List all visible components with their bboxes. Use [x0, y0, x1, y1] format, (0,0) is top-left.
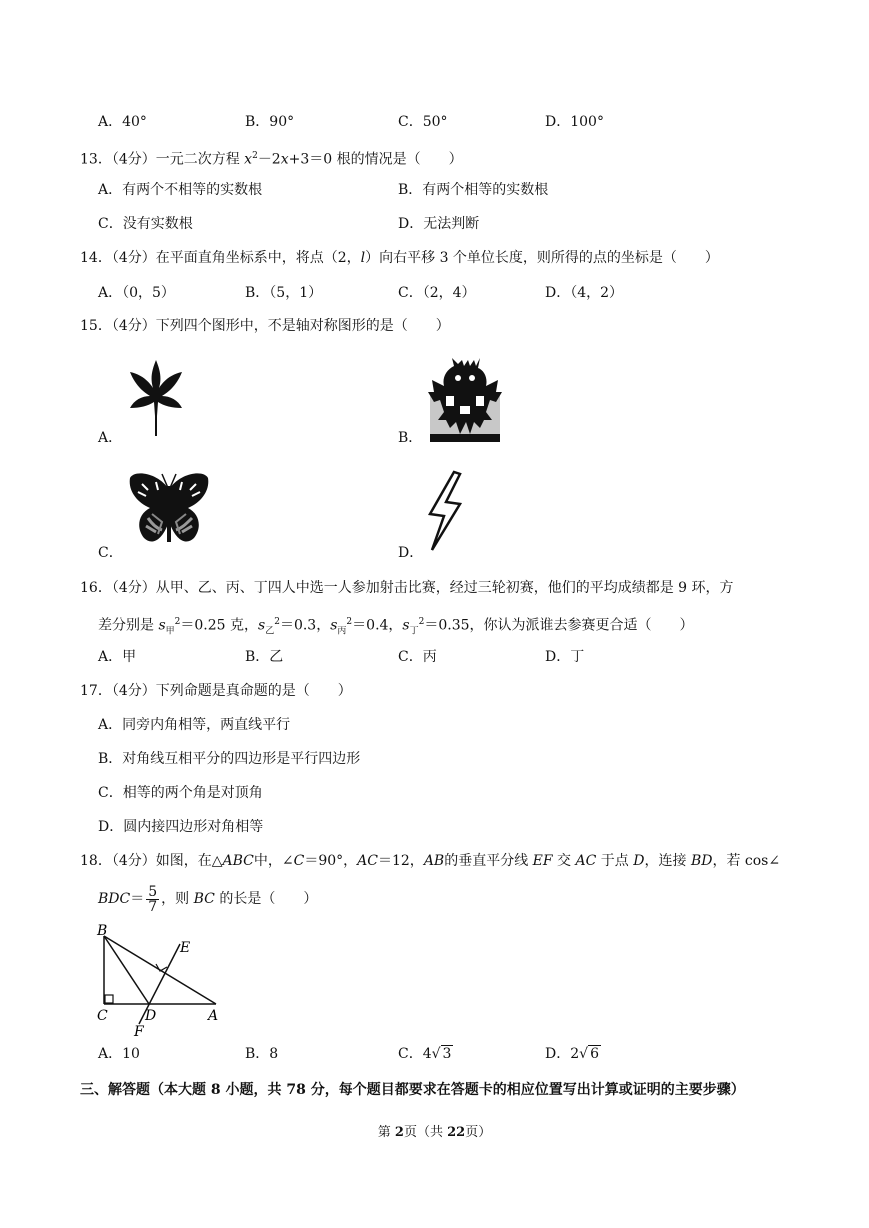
label-f: F: [134, 1024, 144, 1038]
q12-option-b: B．90°: [245, 114, 295, 130]
q13-option-d: D．无法判断: [398, 216, 480, 232]
label-d: D: [145, 1008, 157, 1024]
q15-stem: 15．（4分）下列四个图形中，不是轴对称图形的是（ ）: [80, 318, 450, 334]
q16-l2-prefix: 差分别是: [98, 617, 159, 634]
q16-stem-line2: [98, 612, 694, 641]
q13-suffix: +3＝0 根的情况是（ ）: [288, 151, 463, 168]
q18-option-b: B．8: [245, 1046, 279, 1062]
q16-option-d: D．丁: [545, 649, 585, 665]
q18-ac: AC: [357, 853, 378, 869]
q16-sub-yi: 乙: [265, 626, 275, 637]
q13-mid: －2: [257, 151, 281, 168]
q16-option-b: B．乙: [245, 649, 284, 665]
q18-c: C: [293, 853, 305, 869]
q18-denominator: 7: [148, 898, 158, 915]
q16-s-yi: s: [258, 617, 266, 634]
q14-option-d: D．（4，2）: [545, 285, 624, 301]
q18-stem-line2: [98, 882, 317, 916]
q14-suffix: ）向右平移 3 个单位长度，则所得的点的坐标是（ ）: [365, 250, 719, 266]
leaf-figure: [126, 356, 186, 440]
q18-opt-d-radicand: 6: [590, 1046, 599, 1062]
q14-option-c: C．（2，4）: [398, 285, 476, 301]
q17-stem: 17．（4分）下列命题是真命题的是（ ）: [80, 683, 352, 699]
q18-t6: 交: [552, 853, 576, 869]
q12-option-d: D．100°: [545, 114, 604, 130]
q13-option-a: A．有两个不相等的实数根: [98, 182, 263, 198]
label-b: B: [97, 923, 108, 939]
q18-ef: EF: [532, 853, 553, 869]
q17-option-d: D．圆内接四边形对角相等: [98, 819, 264, 835]
q14-prefix: 14．（4分）在平面直角坐标系中，将点（2，: [80, 250, 361, 266]
q18-bdc: BDC: [98, 891, 131, 907]
q18-option-d: [545, 1044, 601, 1064]
q14-option-a: A．（0，5）: [98, 285, 175, 301]
q18-t11: 的长是（ ）: [214, 891, 318, 907]
q18-t8: ，连接: [644, 853, 691, 869]
q16-s-jia: s: [158, 617, 166, 634]
q18-bd: BD: [690, 853, 713, 869]
q16-sup-ding: 2: [418, 617, 425, 627]
q17-option-c: C．相等的两个角是对顶角: [98, 785, 263, 801]
footer-page-number: 2: [394, 1125, 404, 1140]
label-a: A: [208, 1008, 219, 1024]
section-3-heading: 三、解答题（本大题 8 小题，共 78 分，每个题目都要求在答题卡的相应位置写出计算或证明的主要步骤）: [80, 1082, 745, 1098]
q16-sub-jia: 甲: [165, 626, 175, 637]
q18-ac2: AC: [575, 853, 597, 869]
q12-option-a: A．40°: [98, 114, 147, 130]
q18-ab: AB: [423, 853, 445, 869]
label-c: C: [97, 1008, 108, 1024]
q16-val-ding: ＝0.35，你认为派谁去参赛更合适（ ）: [424, 617, 694, 634]
q16-stem-line1: 16．（4分）从甲、乙、丙、丁四人中选一人参加射击比赛，经过三轮初赛，他们的平均成绩都是 9 环，方: [80, 580, 734, 596]
q18-option-a: A．10: [98, 1046, 140, 1062]
q15-option-b: B．: [398, 430, 423, 446]
q18-t1: 18．（4分）如图，在△: [80, 853, 223, 869]
q18-t4: ＝12，: [377, 853, 424, 869]
q13-option-b: B．有两个相等的实数根: [398, 182, 549, 198]
label-e: E: [180, 940, 191, 956]
q15-option-a: A．: [98, 430, 123, 446]
footer-post: 页）: [465, 1125, 492, 1140]
q16-val-jia: ＝0.25 克，: [180, 617, 259, 634]
q13-prefix: 13．（4分）一元二次方程: [80, 151, 245, 168]
page-footer: [0, 1121, 869, 1140]
q16-option-c: C．丙: [398, 649, 437, 665]
footer-total-pages: 22: [447, 1125, 466, 1140]
q13-var2: x: [280, 151, 289, 168]
q18-option-c: [398, 1044, 453, 1064]
q18-numerator: 5: [148, 883, 158, 900]
eagle-papercut-figure: [424, 356, 506, 444]
q16-val-bing: ＝0.4，: [352, 617, 403, 634]
q18-t10: ，则: [161, 891, 194, 907]
q18-t2: 中，∠: [253, 853, 294, 869]
q13-stem: [80, 146, 463, 170]
q18-opt-c-radicand: 3: [442, 1046, 452, 1062]
q15-option-d: D．: [398, 545, 424, 561]
triangle-figure: [94, 920, 230, 1038]
q16-sup-yi: 2: [274, 617, 280, 627]
q18-t5: 的垂直平分线: [444, 853, 533, 869]
footer-pre: 第: [377, 1125, 395, 1140]
q18-eq: ＝: [130, 891, 145, 907]
q18-fraction: [146, 885, 159, 914]
butterfly-figure: [126, 468, 212, 550]
lightning-figure: [424, 470, 468, 552]
footer-mid: 页（共: [403, 1125, 448, 1140]
q15-option-c: C．: [98, 545, 123, 561]
q18-t3: ＝90°，: [304, 853, 358, 869]
q16-option-a: A．甲: [98, 649, 137, 665]
q16-val-yi: ＝0.3，: [279, 617, 331, 634]
q18-opt-d-prefix: D．2: [545, 1046, 580, 1062]
q13-var: x: [244, 151, 253, 168]
q12-option-c: C．50°: [398, 114, 448, 130]
q17-option-b: B．对角线互相平分的四边形是平行四边形: [98, 751, 361, 767]
sqrt-sign: √ 3: [431, 1046, 452, 1062]
sqrt-sign: √ 6: [579, 1046, 599, 1062]
q16-s-bing: s: [330, 617, 338, 634]
q14-stem: [80, 248, 719, 268]
q14-italic: l: [360, 250, 366, 266]
q18-bc: BC: [193, 891, 215, 907]
q18-t9: ，若 cos∠: [712, 853, 781, 869]
q16-sup-bing: 2: [346, 617, 353, 627]
q16-sub-ding: 丁: [409, 626, 419, 637]
q18-t7: 于点: [596, 853, 634, 869]
q14-option-b: B．（5，1）: [245, 285, 323, 301]
q16-sub-bing: 丙: [337, 626, 347, 637]
q13-exp: 2: [252, 151, 258, 161]
q17-option-a: A．同旁内角相等，两直线平行: [98, 717, 291, 733]
q18-abc: ABC: [222, 853, 254, 869]
q18-opt-c-prefix: C．4: [398, 1046, 432, 1062]
q18-d: D: [633, 853, 645, 869]
q13-option-c: C．没有实数根: [98, 216, 193, 232]
q16-sup-jia: 2: [174, 617, 181, 627]
q16-s-ding: s: [402, 617, 410, 634]
q18-stem-line1: [80, 851, 780, 871]
